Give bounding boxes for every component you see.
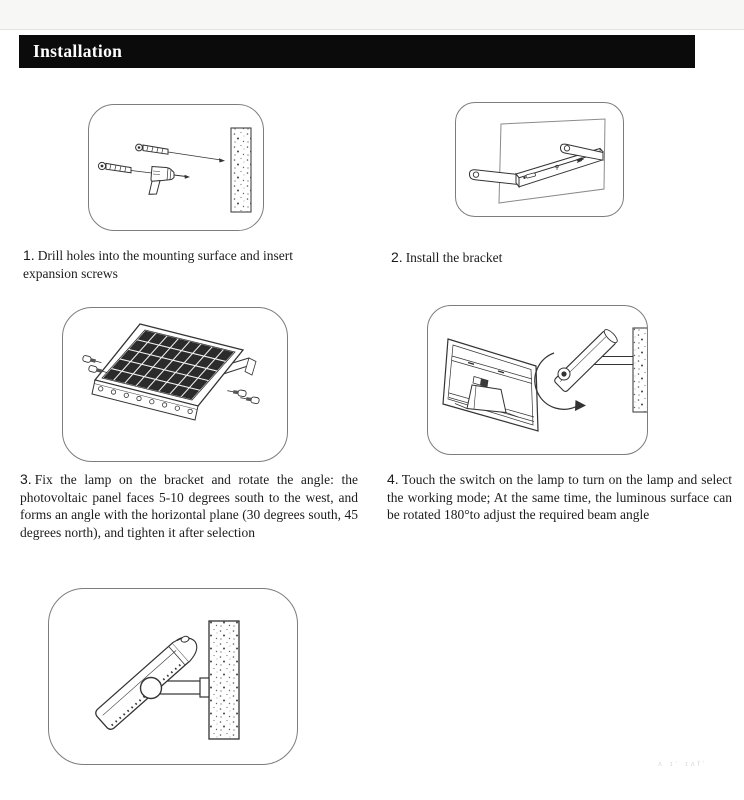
step3-text: Fix the lamp on the bracket and rotate the angle: the photovoltaic panel faces 5-10 degrees south to the west, and forms an angle with the horizontal plane (30 degrees south, 45 degrees north), and tighten it after selection — [20, 472, 358, 540]
step2-caption — [391, 249, 691, 267]
section-title: Installation — [33, 41, 123, 61]
drill-icon — [149, 167, 190, 195]
lamp-rotation-illustration — [428, 306, 647, 454]
pivot-bolt-icon — [558, 368, 570, 380]
step1-caption — [23, 247, 347, 282]
solar-panel-lamp-illustration — [63, 308, 287, 461]
step2-illustration-panel — [455, 102, 624, 217]
installed-lamp-side-view-illustration — [49, 589, 297, 764]
faint-scan-artifact: ʌ ɪ' ɪʌf' — [658, 759, 707, 768]
page-top-margin-band — [0, 0, 744, 30]
step1-illustration-panel — [88, 104, 264, 231]
wall-section — [209, 621, 239, 739]
step1-text: Drill holes into the mounting surface and insert expansion screws — [23, 248, 294, 281]
section-header-bar — [19, 35, 695, 68]
pivot-joint-icon — [141, 678, 162, 699]
bolt-icon — [227, 388, 247, 397]
bolt-icon — [82, 355, 102, 365]
wall-section — [231, 128, 251, 212]
step4-number: 4. — [387, 471, 399, 487]
step4-caption — [387, 471, 732, 524]
step3-number: 3. — [20, 471, 32, 487]
lamp-back-panel — [443, 339, 538, 431]
step3-caption — [20, 471, 358, 541]
installed-lamp-illustration-panel — [48, 588, 298, 765]
drill-and-screws-illustration — [89, 105, 263, 230]
step2-number: 2. — [391, 249, 403, 265]
bracket-illustration — [456, 103, 623, 216]
step2-text: Install the bracket — [405, 250, 503, 265]
step4-illustration-panel — [427, 305, 648, 455]
step4-text: Touch the switch on the lamp to turn on the lamp and select the working mode; At the same time, the luminous surface can be rotated 180°to adjust the required beam angle — [387, 472, 732, 522]
expansion-screw-icon — [98, 162, 152, 173]
step3-illustration-panel — [62, 307, 288, 462]
wall-section — [633, 328, 647, 412]
expansion-screw-icon — [136, 144, 225, 162]
step1-number: 1. — [23, 247, 35, 263]
